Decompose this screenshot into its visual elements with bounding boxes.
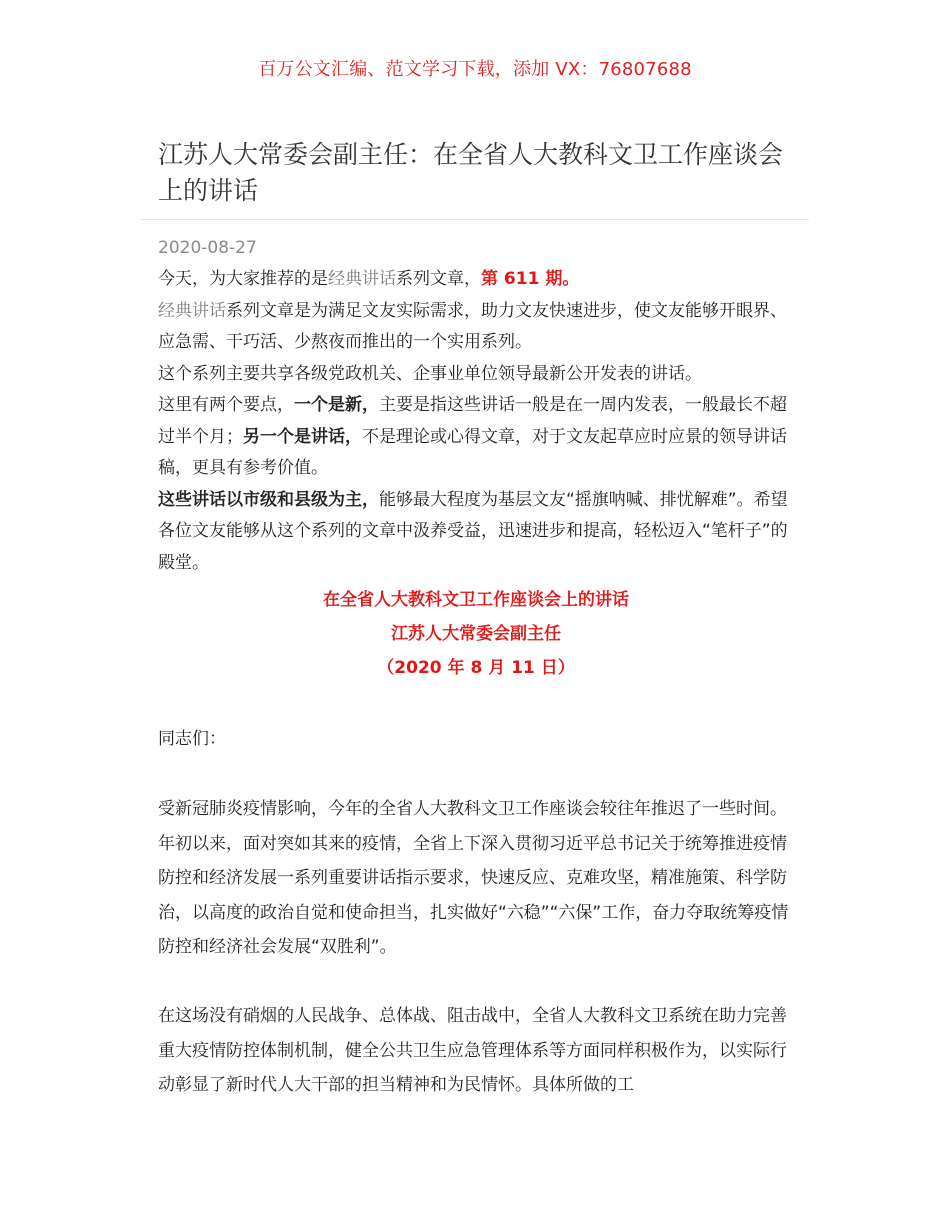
speech-date: （2020 年 8 月 11 日）: [377, 658, 575, 678]
intro-paragraph-1: 今天，为大家推荐的是经典讲话系列文章，第 611 期。: [158, 269, 580, 289]
series-name: 经典讲话: [328, 269, 396, 289]
intro-paragraph-2: 经典讲话系列文章是为满足文友实际需求，助力文友快速进步，使文友能够开眼界、应急需、干巧活、少熬夜而推出的一个实用系列。: [158, 300, 787, 352]
article-intro: [158, 264, 794, 685]
speech-heading: 在全省人大教科文卫工作座谈会上的讲话: [323, 590, 629, 610]
speech-speaker: 江苏人大常委会副主任: [391, 624, 561, 644]
title-divider: [141, 219, 809, 220]
promo-banner: 百万公文汇编、范文学习下载，添加 VX：76807688: [258, 59, 692, 80]
intro-paragraph-4: 这里有两个要点，一个是新，主要是指这些讲话一般是在一周内发表，一般最长不超过半个月；另一个是讲话，不是理论或心得文章，对于文友起草应时应景的领导讲话稿，更具有参考价值。: [158, 395, 787, 478]
series-name: 经典讲话: [158, 300, 226, 321]
speech-salutation: 同志们：: [158, 729, 226, 749]
intro-paragraph-3: 这个系列主要共享各级党政机关、企事业单位领导最新公开发表的讲话。: [158, 363, 702, 384]
issue-number: 第 611 期。: [481, 269, 580, 289]
intro-paragraph-5: 这些讲话以市级和县级为主，能够最大程度为基层文友“摇旗呐喊、排忧解难”。希望各位文友能够从这个系列的文章中汲养受益，迅速进步和提高，轻松迈入“笔杆子”的殿堂。: [158, 489, 788, 573]
article-title: 江苏人大常委会副主任：在全省人大教科文卫工作座谈会上的讲话: [158, 140, 784, 205]
publish-date: 2020-08-27: [158, 238, 257, 258]
speech-paragraph-2: 在这场没有硝烟的人民战争、总体战、阻击战中，全省人大教科文卫系统在助力完善重大疫情防控体制机制，健全公共卫生应急管理体系等方面同样积极作为，以实际行动彰显了新时代人大干部的担当精神和为民情怀。具体所做的工: [158, 1006, 787, 1095]
speech-paragraph-1: 受新冠肺炎疫情影响，今年的全省人大教科文卫工作座谈会较往年推迟了一些时间。年初以来，面对突如其来的疫情，全省上下深入贯彻习近平总书记关于统筹推进疫情防控和经济发展一系列重要讲话指示要求，快速反应、克难攻坚，精准施策、科学防治，以高度的政治自觉和使命担当，扎实做好“六稳”“六保”工作，奋力夺取统筹疫情防控和经济社会发展“双胜利”。: [158, 799, 789, 957]
